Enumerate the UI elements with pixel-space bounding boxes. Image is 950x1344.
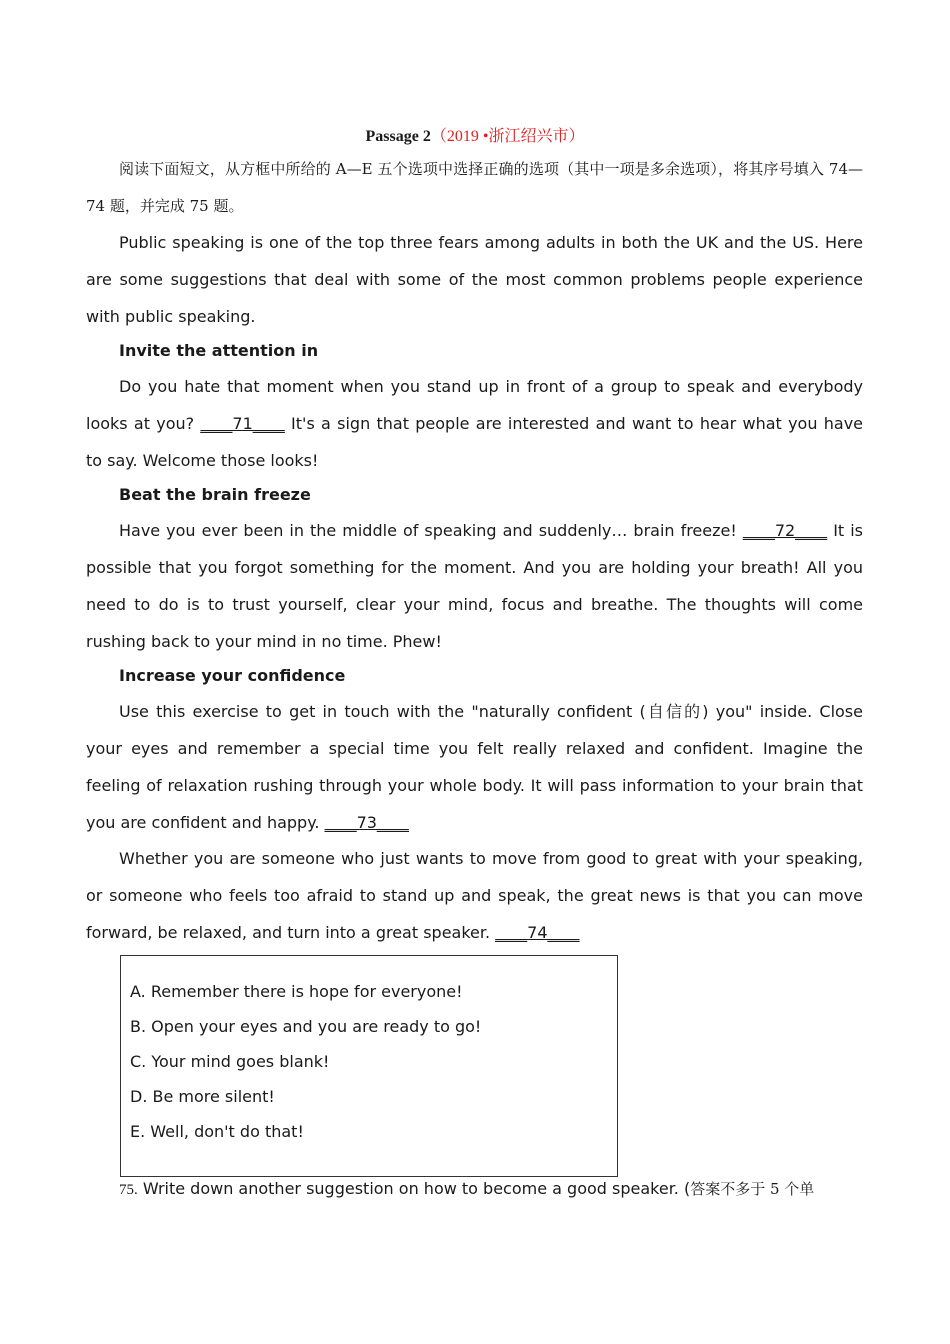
instruction-text: 阅读下面短文，从方框中所给的 A—E 五个选项中选择正确的选项（其中一项是多余选项），将其序号填入 74—74 题，并完成 75 题。 [86,160,863,215]
passage-source-close: ） [568,128,585,145]
question-hint: 答案不多于 5 个单 [690,1180,815,1198]
passage-source-open: （ [430,128,447,145]
question-text: Write down another suggestion on how to become a good speaker. ( [137,1179,691,1198]
option-d: D. Be more silent! [130,1087,275,1106]
option-e: E. Well, don't do that! [130,1122,304,1141]
paragraph-text: Do you hate that moment when you stand up in front of a group to speak and everybody looks at you? [86,377,863,433]
passage-title [0,126,950,148]
paragraph-text: Use this exercise to get in touch with the "naturally confident (自信的) you" inside. Close your eyes and remember a special time you felt really relaxed and confident. Imagine the feeling of relaxation rushing through your whole body. It will pass information to your brain that you are confident and happy. [86,702,863,832]
paragraph-text: It is possible that you forgot something for the moment. And you are holding your breath! All you need to do is to trust yourself, clear your mind, focus and breathe. The thoughts will come rushing back to your mind in no time. Phew! [86,521,864,651]
blank-73[interactable]: ____73____ [324,813,409,832]
paragraph-text: Have you ever been in the middle of speaking and suddenly… brain freeze! [119,521,743,540]
intro-paragraph: Public speaking is one of the top three fears among adults in both the UK and the US. Here are some suggestions that deal with some of the most common problems people experience with public speaking. [86,233,863,326]
question-number: 75. [119,1182,138,1198]
paragraph-confidence [86,693,863,841]
question-75 [119,1178,879,1201]
paragraph-brain-freeze [86,512,863,660]
paragraph-attention [86,368,863,479]
option-b: B. Open your eyes and you are ready to go! [130,1017,482,1036]
passage-source: 2019 •浙江绍兴市 [446,128,569,145]
paragraph-closing [86,840,863,951]
blank-71[interactable]: ____71____ [200,414,285,433]
option-c: C. Your mind goes blank! [130,1052,330,1071]
paragraph-text: It's a sign that people are interested and want to hear what you have to say. Welcome those looks! [86,414,863,470]
section-heading-brain-freeze: Beat the brain freeze [119,485,311,504]
section-heading-attention: Invite the attention in [119,341,319,360]
passage-label: Passage 2 [365,128,431,145]
blank-74[interactable]: ____74____ [495,923,580,942]
paragraph-text: Whether you are someone who just wants to move from good to great with your speaking, or someone who feels too afraid to stand up and speak, the great news is that you can move forward, be relaxed, and turn into a great speaker. [86,849,863,942]
option-a: A. Remember there is hope for everyone! [130,982,463,1001]
blank-72[interactable]: ____72____ [742,521,828,540]
section-heading-confidence: Increase your confidence [119,666,346,685]
options-box [120,955,618,1177]
